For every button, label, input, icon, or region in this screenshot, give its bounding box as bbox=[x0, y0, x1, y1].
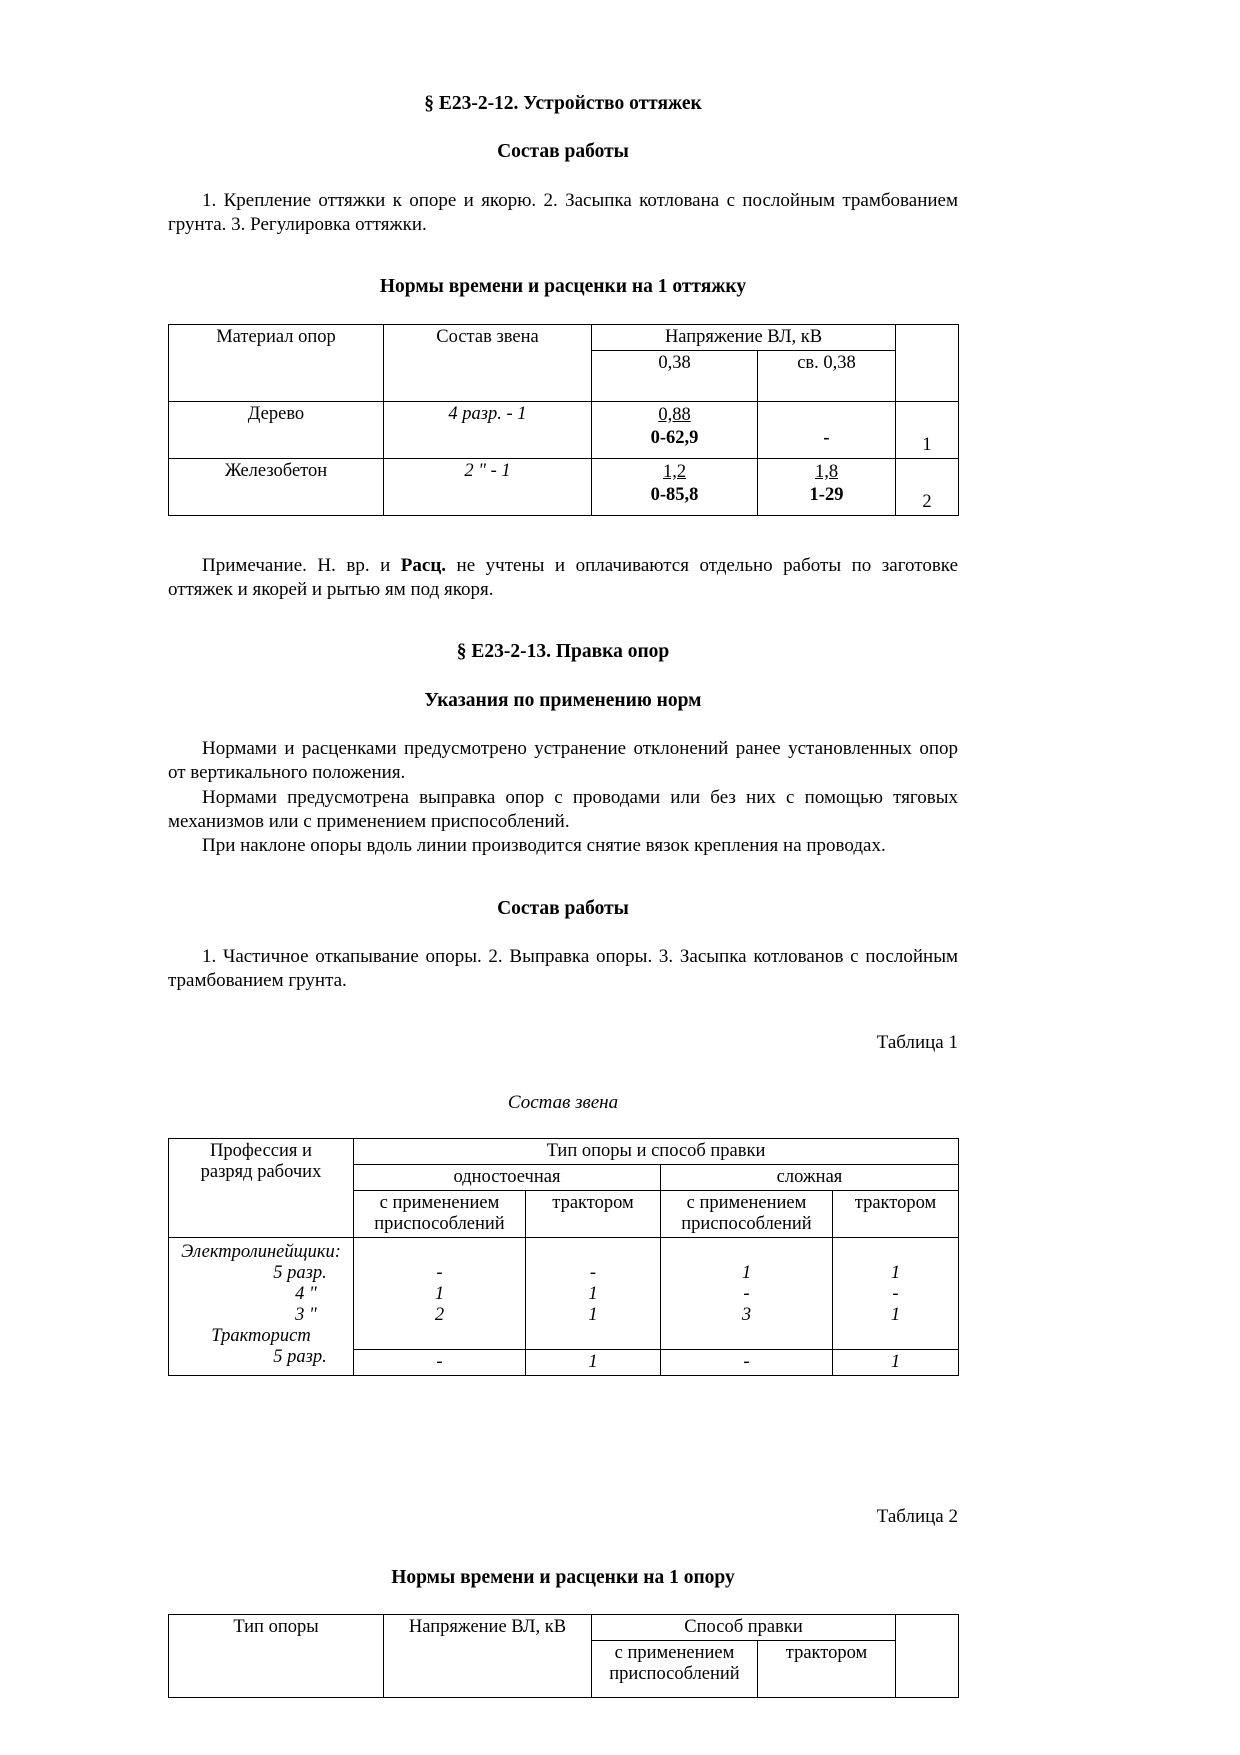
spacer bbox=[168, 602, 958, 640]
value: 1 bbox=[588, 1304, 598, 1325]
value: 1 bbox=[434, 1283, 445, 1304]
header-complex-tractor: трактором bbox=[833, 1190, 959, 1237]
header-single-support: одностоечная bbox=[354, 1164, 661, 1190]
cell-norm-time: 1,8 bbox=[814, 461, 839, 482]
header-single-tractor: трактором bbox=[526, 1190, 661, 1237]
work-composition-heading-2: Состав работы bbox=[497, 897, 629, 919]
value: 2 bbox=[434, 1304, 445, 1325]
value: 1 bbox=[588, 1283, 598, 1304]
spacer bbox=[168, 713, 958, 737]
section-title-e23-2-12: § Е23-2-12. Устройство оттяжек bbox=[424, 93, 702, 114]
header-tools-line1: с применением bbox=[379, 1192, 500, 1213]
cell-single-tractor-list bbox=[526, 1237, 661, 1349]
spacer bbox=[168, 165, 958, 189]
value: - bbox=[436, 1262, 443, 1283]
cell-crew: 2 " - 1 bbox=[384, 458, 592, 515]
header-method-group: Способ правки bbox=[592, 1615, 896, 1641]
value bbox=[839, 1242, 952, 1263]
cell-material: Дерево bbox=[169, 401, 384, 458]
value: 1 bbox=[890, 1304, 901, 1325]
cell-norm-time: 1,2 bbox=[662, 461, 687, 482]
table-row bbox=[169, 401, 959, 458]
cell-norm-price: 0-62,9 bbox=[650, 427, 699, 448]
cell-complex-tools-list bbox=[661, 1237, 833, 1349]
header-index bbox=[896, 324, 959, 401]
top-margin-spacer bbox=[168, 0, 958, 92]
cell-voltage-low bbox=[592, 458, 758, 515]
header-tools-line2: приспособлений bbox=[681, 1213, 812, 1234]
value bbox=[667, 1242, 826, 1263]
work-composition-text-1: 1. Крепление оттяжки к опоре и якорю. 2. Засыпка котлована с послойным трамбованием грунта. 3. Регулировка оттяжки. bbox=[168, 189, 958, 236]
cell-voltage-low bbox=[592, 401, 758, 458]
table-note-1 bbox=[168, 554, 958, 603]
header-crew: Состав звена bbox=[384, 324, 592, 401]
guidance-paragraph: Нормами и расценками предусмотрено устранение отклонений ранее установленных опор от вертикального положения. bbox=[168, 738, 958, 784]
table-crew-composition bbox=[168, 1138, 959, 1376]
header-support-type: Тип опоры bbox=[169, 1615, 384, 1698]
header-complex-support: сложная bbox=[661, 1164, 959, 1190]
value bbox=[667, 1326, 826, 1347]
profession-entry: 5 разр. bbox=[273, 1346, 327, 1367]
profession-entry: Электролинейщики: bbox=[181, 1241, 341, 1262]
cell-material: Железобетон bbox=[169, 458, 384, 515]
note-emphasis: Расц. bbox=[400, 554, 447, 576]
section-title-e23-2-13: § Е23-2-13. Правка опор bbox=[456, 641, 670, 663]
work-composition-heading-1: Состав работы bbox=[497, 141, 629, 163]
spacer bbox=[168, 237, 958, 275]
note-rest: не учтены и оплачиваются отдельно работы по заготовке оттяжек и якорей и рытью ям под якоря. bbox=[168, 554, 959, 601]
guidance-heading: Указания по применению норм bbox=[424, 689, 702, 711]
norms-table-heading-1: Нормы времени и расценки на 1 оттяжку bbox=[379, 276, 747, 298]
header-voltage-low: 0,38 bbox=[592, 350, 758, 401]
header-profession-line2: разряд рабочих bbox=[200, 1161, 322, 1182]
header-profession-line1: Профессия и bbox=[210, 1140, 312, 1161]
profession-entry: Тракторист bbox=[211, 1325, 311, 1346]
spacer bbox=[168, 1590, 958, 1614]
value: 1 bbox=[741, 1262, 752, 1283]
value: - bbox=[589, 1262, 597, 1283]
table-2-label: Таблица 2 bbox=[876, 1505, 958, 1527]
guidance-paragraphs bbox=[168, 737, 958, 859]
table-guys-norms bbox=[168, 324, 959, 516]
value bbox=[839, 1326, 952, 1347]
cell-row-index: 2 bbox=[896, 458, 959, 515]
guidance-paragraph: При наклоне опоры вдоль линии производится снятие вязок крепления на проводах. bbox=[202, 835, 886, 857]
cell-complex-tractor-list bbox=[833, 1237, 959, 1349]
cell-profession-list bbox=[169, 1237, 354, 1375]
spacer bbox=[168, 994, 958, 1032]
value: - bbox=[743, 1283, 750, 1304]
cell-complex-tractor: 1 bbox=[833, 1349, 959, 1375]
cell-single-tools-list bbox=[354, 1237, 526, 1349]
cell-complex-tools: - bbox=[661, 1349, 833, 1375]
table-header-row bbox=[169, 1615, 959, 1641]
cell-single-tools: - bbox=[354, 1349, 526, 1375]
value bbox=[360, 1326, 519, 1347]
spacer bbox=[168, 1468, 958, 1506]
value: 3 bbox=[741, 1304, 752, 1325]
value bbox=[360, 1242, 519, 1263]
header-method-tools bbox=[592, 1641, 758, 1698]
work-composition-text-2: 1. Частичное откапывание опоры. 2. Выправка опоры. 3. Засыпка котлованов с послойным трамбованием грунта. bbox=[168, 946, 958, 992]
spacer bbox=[168, 859, 958, 897]
header-voltage-high: св. 0,38 bbox=[758, 350, 896, 401]
table-support-norms bbox=[168, 1614, 959, 1698]
spacer bbox=[168, 1528, 958, 1566]
profession-entry: 4 " bbox=[295, 1283, 317, 1304]
value bbox=[532, 1242, 654, 1263]
table-header-row bbox=[169, 1138, 959, 1164]
profession-entry: 3 " bbox=[295, 1304, 317, 1325]
spacer bbox=[168, 921, 958, 945]
cell-voltage-high bbox=[758, 458, 896, 515]
cell-norm-price: - bbox=[823, 427, 830, 448]
table-1-label: Таблица 1 bbox=[876, 1031, 958, 1053]
spacer bbox=[168, 1376, 958, 1468]
header-tools-line1: с применением bbox=[614, 1643, 735, 1664]
table-row bbox=[169, 458, 959, 515]
spacer bbox=[168, 516, 958, 554]
spacer bbox=[168, 665, 958, 689]
header-index bbox=[896, 1615, 959, 1698]
header-method-tractor: трактором bbox=[758, 1641, 896, 1698]
header-single-tools bbox=[354, 1190, 526, 1237]
cell-norm-price: 1-29 bbox=[809, 484, 844, 505]
header-tools-line2: приспособлений bbox=[609, 1664, 740, 1685]
header-tools-line2: приспособлений bbox=[374, 1213, 505, 1234]
table-1-caption: Состав звена bbox=[507, 1091, 619, 1113]
header-profession bbox=[169, 1138, 354, 1237]
spacer bbox=[168, 1054, 958, 1092]
header-voltage: Напряжение ВЛ, кВ bbox=[384, 1615, 592, 1698]
table-header-row bbox=[169, 324, 959, 350]
value: - bbox=[892, 1283, 899, 1304]
norms-table-heading-2: Нормы времени и расценки на 1 опору bbox=[391, 1566, 735, 1588]
cell-crew: 4 разр. - 1 bbox=[384, 401, 592, 458]
cell-voltage-high bbox=[758, 401, 896, 458]
header-complex-tools bbox=[661, 1190, 833, 1237]
header-support-type-group: Тип опоры и способ правки bbox=[354, 1138, 959, 1164]
header-material: Материал опор bbox=[169, 324, 384, 401]
cell-single-tractor: 1 bbox=[526, 1349, 661, 1375]
value bbox=[532, 1326, 654, 1347]
note-prefix: Примечание. Н. вр. и bbox=[202, 554, 401, 576]
cell-row-index: 1 bbox=[896, 401, 959, 458]
spacer bbox=[168, 1114, 958, 1138]
profession-entry: 5 разр. bbox=[273, 1262, 327, 1283]
page-content bbox=[168, 0, 958, 1698]
header-tools-line1: с применением bbox=[686, 1192, 807, 1213]
cell-norm-price: 0-85,8 bbox=[650, 484, 699, 505]
spacer bbox=[168, 116, 958, 140]
cell-norm-time: 0,88 bbox=[658, 404, 691, 425]
spacer bbox=[168, 300, 958, 324]
value: 1 bbox=[890, 1262, 901, 1283]
guidance-paragraph: Нормами предусмотрена выправка опор с проводами или без них с помощью тяговых механизмов или с применением приспособлений. bbox=[168, 786, 958, 833]
header-voltage-group: Напряжение ВЛ, кВ bbox=[592, 324, 896, 350]
